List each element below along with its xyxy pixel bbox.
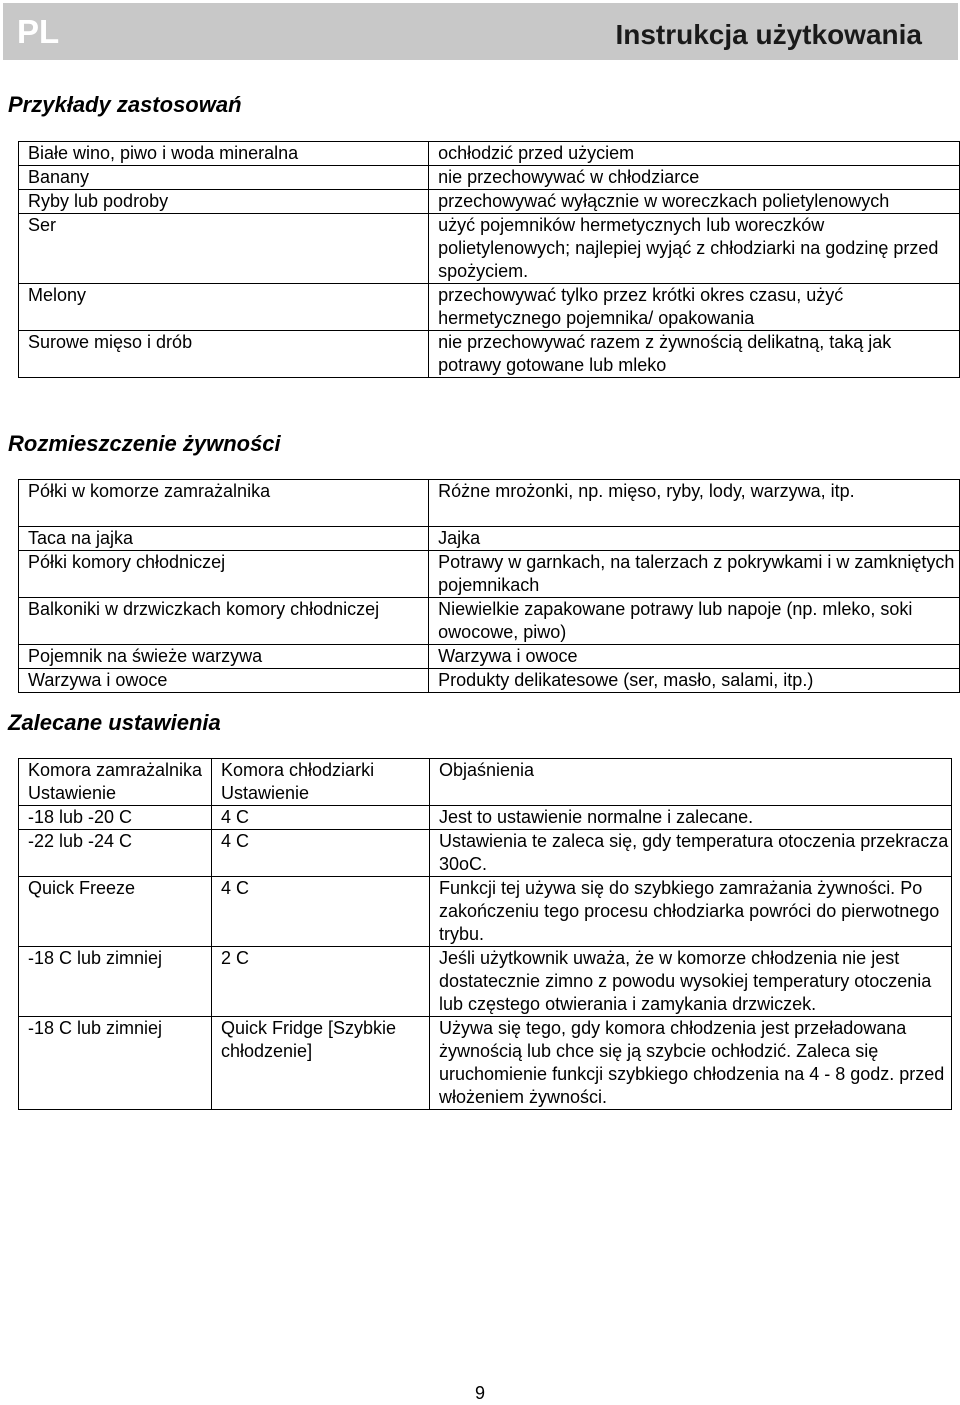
place-cell: Półki w komorze zamrażalnika <box>19 480 429 527</box>
document-title: Instrukcja użytkowania <box>615 19 922 50</box>
section-title-examples: Przykłady zastosowań <box>8 92 242 117</box>
note-cell: Jest to ustawienie normalne i zalecane. <box>430 806 952 830</box>
food-cell: Niewielkie zapakowane potrawy lub napoje (np. mleko, soki owocowe, piwo) <box>429 598 960 645</box>
freezer-cell: Quick Freeze <box>19 877 212 947</box>
note-cell: przechowywać wyłącznie w woreczkach polietylenowych <box>429 190 960 214</box>
page-number: 9 <box>474 1383 485 1403</box>
note-cell: Ustawienia te zaleca się, gdy temperatura otoczenia przekracza 30oC. <box>430 830 952 877</box>
place-cell: Taca na jajka <box>19 527 429 551</box>
food-cell: Produkty delikatesowe (ser, masło, salami, itp.) <box>429 669 960 693</box>
item-cell: Surowe mięso i drób <box>19 331 429 378</box>
freezer-cell: -22 lub -24 C <box>19 830 212 877</box>
language-code: PL <box>17 13 60 50</box>
item-cell: Melony <box>19 284 429 331</box>
table-row <box>19 190 960 214</box>
note-cell: ochłodzić przed użyciem <box>429 142 960 166</box>
food-cell: Jajka <box>429 527 960 551</box>
item-cell: Ryby lub podroby <box>19 190 429 214</box>
examples-table <box>18 141 960 378</box>
place-cell: Balkoniki w drzwiczkach komory chłodniczej <box>19 598 429 645</box>
place-cell: Pojemnik na świeże warzywa <box>19 645 429 669</box>
fridge-cell: 4 C <box>212 830 430 877</box>
freezer-cell: -18 C lub zimniej <box>19 947 212 1017</box>
table-row <box>19 598 960 645</box>
note-cell: nie przechowywać w chłodziarce <box>429 166 960 190</box>
table-row <box>19 527 960 551</box>
freezer-header: Komora zamrażalnika Ustawienie <box>19 759 212 806</box>
food-placement-table <box>18 479 960 693</box>
notes-header: Objaśnienia <box>430 759 952 806</box>
note-cell: przechowywać tylko przez krótki okres czasu, użyć hermetycznego pojemnika/ opakowania <box>429 284 960 331</box>
page-header <box>3 3 958 60</box>
table-row <box>19 214 960 284</box>
fridge-cell: 4 C <box>212 806 430 830</box>
note-cell: Funkcji tej używa się do szybkiego zamrażania żywności. Po zakończeniu tego procesu chłodziarka powróci do pierwotnego trybu. <box>430 877 952 947</box>
table-row <box>19 480 960 527</box>
note-cell: Używa się tego, gdy komora chłodzenia jest przeładowana żywnością lub chce się ją szybcie ochłodzić. Zaleca się uruchomienie funkcji szybkiego chłodzenia na 4 - 8 godz. przed włożeniem żywności. <box>430 1017 952 1110</box>
table-row <box>19 645 960 669</box>
table-row <box>19 166 960 190</box>
place-cell: Warzywa i owoce <box>19 669 429 693</box>
table-row <box>19 142 960 166</box>
table-row <box>19 806 952 830</box>
table-row <box>19 551 960 598</box>
item-cell: Białe wino, piwo i woda mineralna <box>19 142 429 166</box>
table-row <box>19 947 952 1017</box>
table-header-row <box>19 759 952 806</box>
item-cell: Ser <box>19 214 429 284</box>
note-cell: użyć pojemników hermetycznych lub woreczków polietylenowych; najlepiej wyjąć z chłodziarki na godzinę przed spożyciem. <box>429 214 960 284</box>
table-row <box>19 830 952 877</box>
fridge-cell: 4 C <box>212 877 430 947</box>
section-title-food-placement: Rozmieszczenie żywności <box>8 431 281 456</box>
fridge-header: Komora chłodziarki Ustawienie <box>212 759 430 806</box>
food-cell: Warzywa i owoce <box>429 645 960 669</box>
settings-table <box>18 758 952 1110</box>
note-cell: nie przechowywać razem z żywnością delikatną, taką jak potrawy gotowane lub mleko <box>429 331 960 378</box>
section-title-recommended-settings: Zalecane ustawienia <box>8 710 221 735</box>
note-cell: Jeśli użytkownik uważa, że w komorze chłodzenia nie jest dostatecznie zimno z powodu wysokiej temperatury otoczenia lub częstego otwierania i zamykania drzwiczek. <box>430 947 952 1017</box>
fridge-cell: 2 C <box>212 947 430 1017</box>
place-cell: Półki komory chłodniczej <box>19 551 429 598</box>
freezer-cell: -18 lub -20 C <box>19 806 212 830</box>
table-row <box>19 877 952 947</box>
fridge-cell: Quick Fridge [Szybkie chłodzenie] <box>212 1017 430 1110</box>
food-cell: Różne mrożonki, np. mięso, ryby, lody, warzywa, itp. <box>429 480 960 527</box>
item-cell: Banany <box>19 166 429 190</box>
table-row <box>19 1017 952 1110</box>
table-row <box>19 331 960 378</box>
freezer-cell: -18 C lub zimniej <box>19 1017 212 1110</box>
table-row <box>19 284 960 331</box>
table-row <box>19 669 960 693</box>
food-cell: Potrawy w garnkach, na talerzach z pokrywkami i w zamkniętych pojemnikach <box>429 551 960 598</box>
